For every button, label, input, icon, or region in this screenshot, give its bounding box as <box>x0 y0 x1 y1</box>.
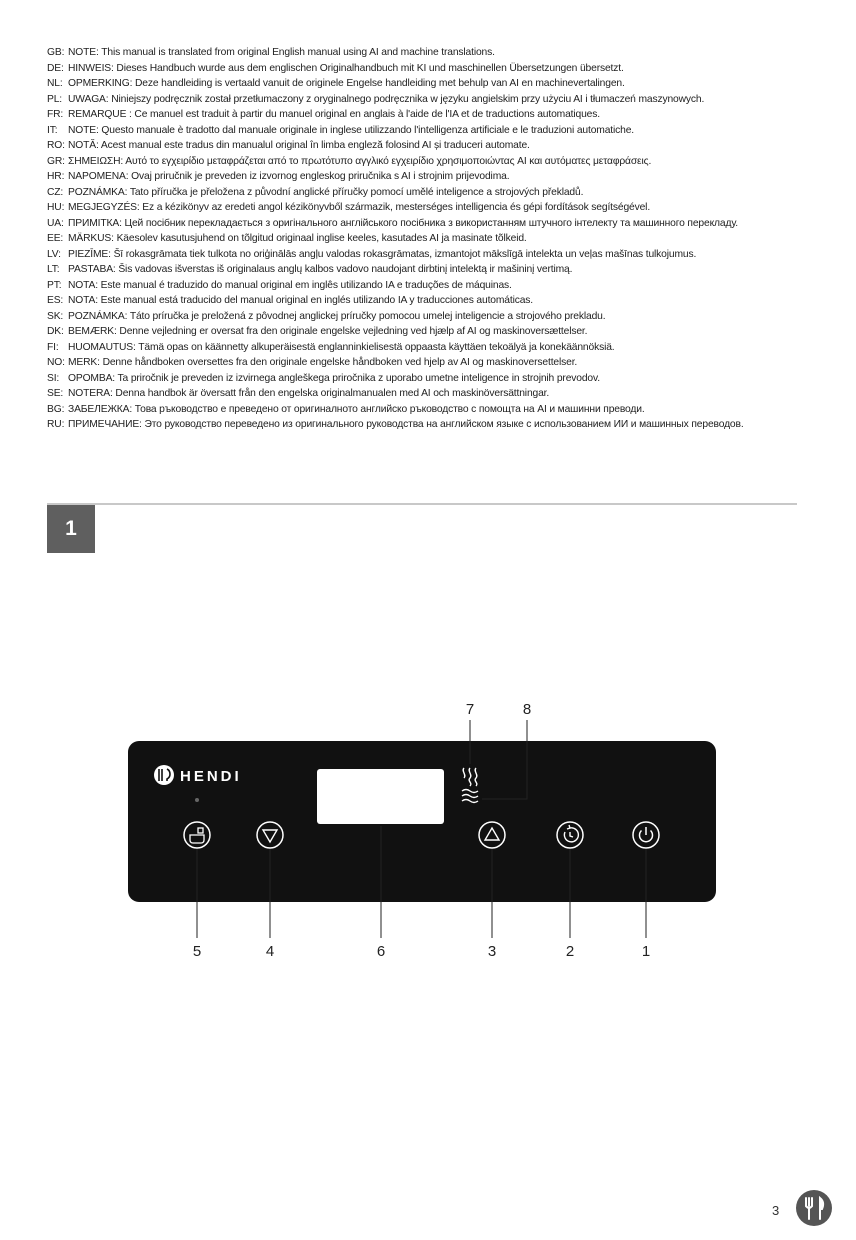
language-code: EE: <box>47 233 64 244</box>
language-code: NO: <box>47 357 65 368</box>
translation-note <box>47 169 817 185</box>
translation-note <box>47 231 817 247</box>
fork-knife-logo-icon <box>795 1189 833 1227</box>
callout-6: 6 <box>376 943 386 960</box>
language-code: HR: <box>47 171 65 182</box>
note-text: REMARQUE : Ce manuel est traduit à partir du manuel original en anglais à l'aide de l'IA et de traductions automatiques. <box>68 109 600 120</box>
language-code: GB: <box>47 47 65 58</box>
translation-note <box>47 216 817 232</box>
note-text: MERK: Denne håndboken oversettes fra den originale engelske håndboken ved hjelp av AI og maskinoversettelser. <box>68 357 578 368</box>
language-code: PL: <box>47 93 63 105</box>
translation-note <box>47 185 817 201</box>
note-text: NOTERA: Denna handbok är översatt från den engelska originalmanualen med AI och maskinöversättningar. <box>68 388 550 399</box>
note-text: UWAGA: Niniejszy podręcznik został przetłumaczony z oryginalnego podręcznika w języku angielskim przy użyciu AI i tłumaczeń maszynowych. <box>68 93 705 105</box>
language-code: LV: <box>47 248 61 260</box>
translation-note <box>47 107 817 123</box>
page-number: 3 <box>772 1203 780 1218</box>
note-text: HUOMAUTUS: Tämä opas on käännetty alkuperäisestä englanninkielisestä oppaasta käyttäen tekoälyä ja konekäännöksiä. <box>68 341 615 353</box>
indicator-led <box>195 798 199 802</box>
note-text: POZNÁMKA: Táto príručka je preložená z pôvodnej anglickej príručky pomocou umelej inteligencie a strojového prekladu. <box>68 310 606 322</box>
note-text: ПРИМІТКА: Цей посібник перекладається з оригінального англійського посібника з використанням штучного інтелекту та машинного перекладу. <box>68 217 739 229</box>
note-text: PIEZĪME: Šī rokasgrāmata tiek tulkota no oriģinālās angļu valodas rokasgrāmatas, izmantojot mākslīgā intelekta un veļas mašīnas tulkojumus. <box>68 248 697 260</box>
translation-note <box>47 417 817 433</box>
display-screen <box>317 769 444 824</box>
translation-note <box>47 386 817 402</box>
language-code: NL: <box>47 78 63 89</box>
note-text: OPOMBA: Ta priročnik je preveden iz izvirnega angleškega priročnika z uporabo umetne inteligence in strojnih prevodov. <box>68 372 600 384</box>
translation-note <box>47 92 817 108</box>
callout-8: 8 <box>522 701 532 718</box>
note-text: BEMÆRK: Denne vejledning er oversat fra den originale engelske vejledning ved hjælp af AI og maskinoversættelser. <box>68 326 588 337</box>
language-code: SI: <box>47 372 60 384</box>
note-text: ПРИМЕЧАНИЕ: Это руководство переведено из оригинального руководства на английском языке с использованием ИИ и машинных переводов. <box>68 419 744 430</box>
language-code: PT: <box>47 279 62 291</box>
language-code: HU: <box>47 202 65 213</box>
translation-note <box>47 355 817 371</box>
note-text: NOTE: This manual is translated from original English manual using AI and machine translations. <box>68 47 495 58</box>
language-code: ES: <box>47 295 64 306</box>
language-code: LT: <box>47 264 60 275</box>
callout-4: 4 <box>265 943 275 960</box>
translation-note <box>47 324 817 340</box>
note-text: MEGJEGYZÉS: Ez a kézikönyv az eredeti angol kézikönyvből származik, mesterséges intelligencia és gépi fordítások segítségével. <box>68 202 651 213</box>
section-number-badge: 1 <box>47 505 95 553</box>
translation-notes <box>47 45 817 433</box>
language-code: DK: <box>47 326 64 337</box>
language-code: IT: <box>47 124 58 136</box>
note-text: HINWEIS: Dieses Handbuch wurde aus dem englischen Originalhandbuch mit KI und maschinellen Übersetzungen übersetzt. <box>68 62 624 74</box>
translation-note <box>47 45 817 61</box>
note-text: POZNÁMKA: Tato příručka je přeložena z původní anglické příručky pomocí umělé inteligence a strojových překladů. <box>68 186 584 198</box>
language-code: UA: <box>47 217 64 229</box>
language-code: RO: <box>47 140 65 151</box>
language-code: SK: <box>47 310 64 322</box>
translation-note <box>47 340 817 356</box>
translation-note <box>47 371 817 387</box>
translation-note <box>47 61 817 77</box>
translation-note <box>47 402 817 418</box>
translation-note <box>47 200 817 216</box>
note-text: PASTABA: Šis vadovas išverstas iš originalaus anglų kalbos vadovo naudojant dirbtinį intelektą ir mašininį vertimą. <box>68 264 573 275</box>
hendi-logo <box>154 765 242 785</box>
note-text: MÄRKUS: Käesolev kasutusjuhend on tõlgitud originaal inglise keeles, kasutades AI ja masinate tõlkeid. <box>68 233 527 244</box>
translation-note <box>47 262 817 278</box>
note-text: ΣΗΜΕΙΩΣΗ: Αυτό το εγχειρίδιο μεταφράζεται από το πρωτότυπο αγγλικό εγχειρίδιο χρησιμοποιώντας AI και αυτόματες μεταφράσεις. <box>68 155 652 167</box>
translation-note <box>47 138 817 154</box>
callout-1: 1 <box>641 943 651 960</box>
translation-note <box>47 154 817 170</box>
language-code: FI: <box>47 341 59 353</box>
translation-note <box>47 76 817 92</box>
language-code: CZ: <box>47 186 64 198</box>
note-text: NAPOMENA: Ovaj priručnik je preveden iz izvornog engleskog priručnika s AI i strojnim prijevodima. <box>68 171 510 182</box>
note-text: NOTA: Este manual está traducido del manual original en inglés utilizando IA y traducciones automáticas. <box>68 295 533 306</box>
note-text: OPMERKING: Deze handleiding is vertaald vanuit de originele Engelse handleiding met behulp van AI en machinevertalingen. <box>68 78 625 89</box>
language-code: DE: <box>47 62 64 74</box>
note-text: NOTĂ: Acest manual este tradus din manualul original în limba engleză folosind AI și traduceri automate. <box>68 140 530 151</box>
callout-3: 3 <box>487 943 497 960</box>
callout-2: 2 <box>565 943 575 960</box>
language-code: GR: <box>47 155 65 167</box>
translation-note <box>47 247 817 263</box>
translation-note <box>47 123 817 139</box>
language-code: SE: <box>47 388 64 399</box>
svg-text:HENDI: HENDI <box>180 768 242 785</box>
translation-note <box>47 293 817 309</box>
callout-7: 7 <box>465 701 475 718</box>
note-text: ЗАБЕЛЕЖКА: Това ръководство е преведено от оригиналното английско ръководство с помощта на AI и машинни преводи. <box>68 403 645 415</box>
note-text: NOTA: Este manual é traduzido do manual original em inglês utilizando IA e traduções de máquinas. <box>68 279 512 291</box>
control-panel-diagram <box>0 690 856 970</box>
callout-5: 5 <box>192 943 202 960</box>
translation-note <box>47 309 817 325</box>
language-code: BG: <box>47 403 65 415</box>
note-text: NOTE: Questo manuale è tradotto dal manuale originale in inglese utilizzando l'intelligenza artificiale e le traduzioni automatiche. <box>68 124 634 136</box>
language-code: FR: <box>47 109 64 120</box>
translation-note <box>47 278 817 294</box>
section-divider <box>47 503 797 505</box>
language-code: RU: <box>47 419 65 430</box>
